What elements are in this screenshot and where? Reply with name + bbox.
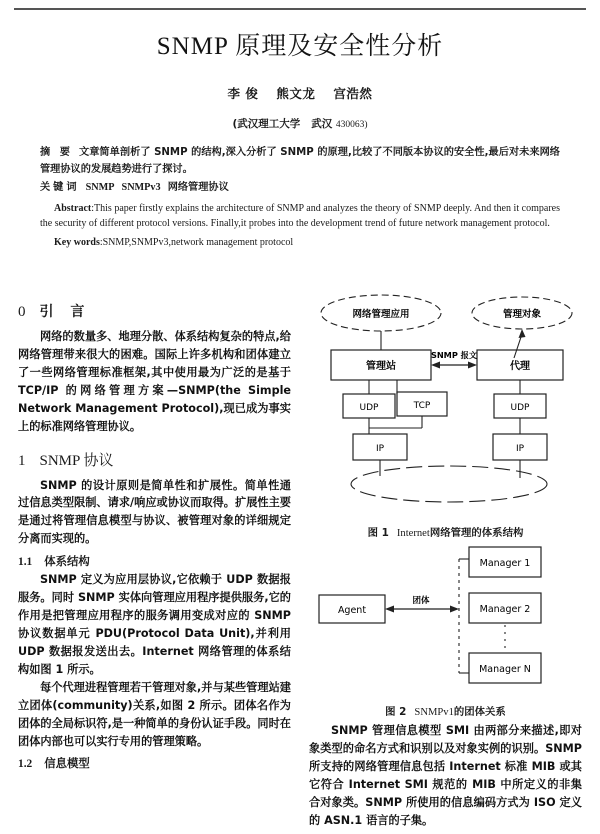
section-1-number: 1 [18, 452, 26, 469]
subsection-heading-1-2 [18, 755, 291, 771]
right-column [309, 288, 582, 830]
figure-1-caption [309, 524, 582, 539]
left-column [18, 288, 291, 830]
manager-1-label: Manager 1 [479, 558, 531, 569]
figure-2-caption-en: SNMPv1 [414, 707, 454, 718]
subsection-1-1-paragraph-2: 每个代理进程管理若干管理对象,并与某些管理站建立团体(community)关系,如图 2 所示。团体名作为团体的全局标识符,是一种简单的身份认证手段。同时在团体内部也可以实行专用的管理策略。 [18, 680, 291, 748]
subsection-1-1-number: 1.1 [18, 556, 33, 569]
left-tcp-label: TCP [413, 401, 431, 411]
keywords-label: 关键词 [40, 182, 80, 194]
keywords-en: Key words:SNMP,SNMPv3,network management protocol [54, 236, 294, 248]
author-3: 宫浩然 [333, 86, 373, 101]
snmp-message-label: SNMP 报文 [430, 350, 478, 360]
snmp-arrow-right [468, 362, 477, 369]
figure-1-diagram [309, 288, 582, 516]
keyword-1: SNMP [85, 182, 115, 194]
agent-label: 代理 [510, 361, 530, 372]
figure-2-diagram [309, 543, 582, 695]
title-block [18, 0, 582, 131]
figure-2 [309, 543, 582, 718]
abstract-label: 摘 要 [40, 147, 73, 158]
subsection-heading-1-1 [18, 553, 291, 569]
agent-label: Agent [337, 605, 367, 616]
subsection-1-1-paragraph-1: SNMP 定义为应用层协议,它依赖于 UDP 数据报服务。同时 SNMP 实体向管理应用程序提供服务,它的作用是把管理应用程序的服务调用变成对应的 SNMP 协议数据单元 PDU(Protocol Data Unit),并利用 UDP 数据报发送出去。Internet 网络管理的体系结构如图 1 所示。 [18, 573, 291, 676]
right-udp-label: UDP [510, 403, 530, 413]
section-1-paragraph-1: SNMP 的设计原则是简单性和扩展性。简单性通过信息类型限制、请求/响应或协议而取得。扩展性主要是通过将管理信息模型与协议、被管理对象的详细规定分离而实现的。 [18, 478, 291, 546]
section-1-title: SNMP 协议 [39, 452, 114, 469]
manager-n-label: Manager N [479, 664, 531, 675]
section-0-paragraph-1: 网络的数量多、地理分散、体系结构复杂的特点,给网络管理带来很大的困难。国际上许多机构和团体建立了一些网络管理标准框架,其中使用最为广泛的是基于 TCP/IP 的网络管理方案—SNMP(the Simple Network Management Protocol),现已成为事实上的标准网络管理协议。 [18, 330, 291, 433]
abstract-en-text: This paper firstly explains the architecture of SNMP and analyzes the theory of SNMP deeply. And then it compares the security of different protocol versions. Finally,it probes into the development trend of future network management protocol. [40, 202, 560, 230]
figure-1-number: 图 1 [367, 527, 389, 539]
abstract-text: 文章简单剖析了 SNMP 的结构,深入分析了 SNMP 的原理,比较了不同版本协议的安全性,最后对未来网络管理协议的发展趋势进行了探讨。 [40, 147, 560, 175]
abstract-en-label: Abstract [54, 202, 92, 214]
subsection-1-2-title: 信息模型 [44, 756, 90, 771]
community-arrow-left [385, 606, 394, 613]
abstract-cn [40, 145, 560, 178]
figure-2-number: 图 2 [385, 706, 407, 718]
management-station-label: 管理站 [366, 361, 396, 372]
section-0-number: 0 [18, 304, 26, 320]
section-0-title: 引 言 [39, 304, 91, 320]
abstract-block [18, 145, 582, 251]
network-mgmt-app-label: 网络管理应用 [352, 309, 410, 320]
figure-2-caption-cn: 的团体关系 [453, 706, 506, 718]
right-column-paragraph-1: SNMP 管理信息模型 SMI 由两部分来描述,即对象类型的命名方式和识别以及对象实例的识别。SNMP 所支持的网络管理信息包括 Internet 标准 MIB 或其它符合 Internet SMI 规范的 MIB 中所定义的非集合对象类。SNMP 所使用的信息编码方式为 ISO 定义的 ASN.1 语言的子集。 [309, 724, 582, 827]
keywords-cn [40, 180, 560, 197]
managed-object-label: 管理对象 [502, 309, 542, 320]
subsection-1-2-number: 1.2 [18, 758, 33, 771]
abstract-en: Abstract:This paper firstly explains the architecture of SNMP and analyzes the theory of SNMP deeply. And then it compares the security of different protocol versions. Finally,it probes into the development trend of future network management protocol. [40, 202, 560, 230]
left-udp-label: UDP [359, 403, 379, 413]
author-1: 李 俊 [227, 86, 259, 101]
keywords-en-text: SNMP,SNMPv3,network management protocol [102, 236, 294, 248]
left-ip-label: IP [375, 444, 385, 454]
subsection-1-1-title: 体系结构 [44, 554, 90, 569]
keywords-en-label: Key words [54, 236, 100, 248]
affiliation [18, 116, 582, 131]
figure-1 [309, 288, 582, 539]
right-ip-label: IP [515, 444, 525, 454]
affiliation-zip: 430063) [335, 120, 368, 130]
agent-to-object-arrowhead [519, 329, 526, 338]
manager-2-label: Manager 2 [479, 604, 531, 615]
figure-1-caption-en: Internet [396, 528, 430, 539]
two-column-body [18, 288, 582, 830]
community-link-label: 团体 [412, 596, 430, 606]
affiliation-city: 武汉 [311, 118, 333, 130]
community-arrow-right [450, 606, 459, 613]
snmp-arrow-left [431, 362, 440, 369]
header-rule [14, 8, 586, 10]
keyword-2: SNMPv3 [121, 182, 161, 194]
keyword-3: 网络管理协议 [167, 182, 229, 194]
author-2: 熊文龙 [276, 86, 316, 101]
author-list [18, 84, 582, 102]
figure-1-caption-cn: 网络管理的体系结构 [429, 527, 524, 539]
figure-2-caption [309, 703, 582, 718]
page-title: SNMP 原理及安全性分析 [156, 33, 444, 60]
section-heading-0 [18, 301, 291, 321]
affiliation-institution: (武汉理工大学 [232, 118, 301, 130]
section-heading-1 [18, 449, 291, 470]
